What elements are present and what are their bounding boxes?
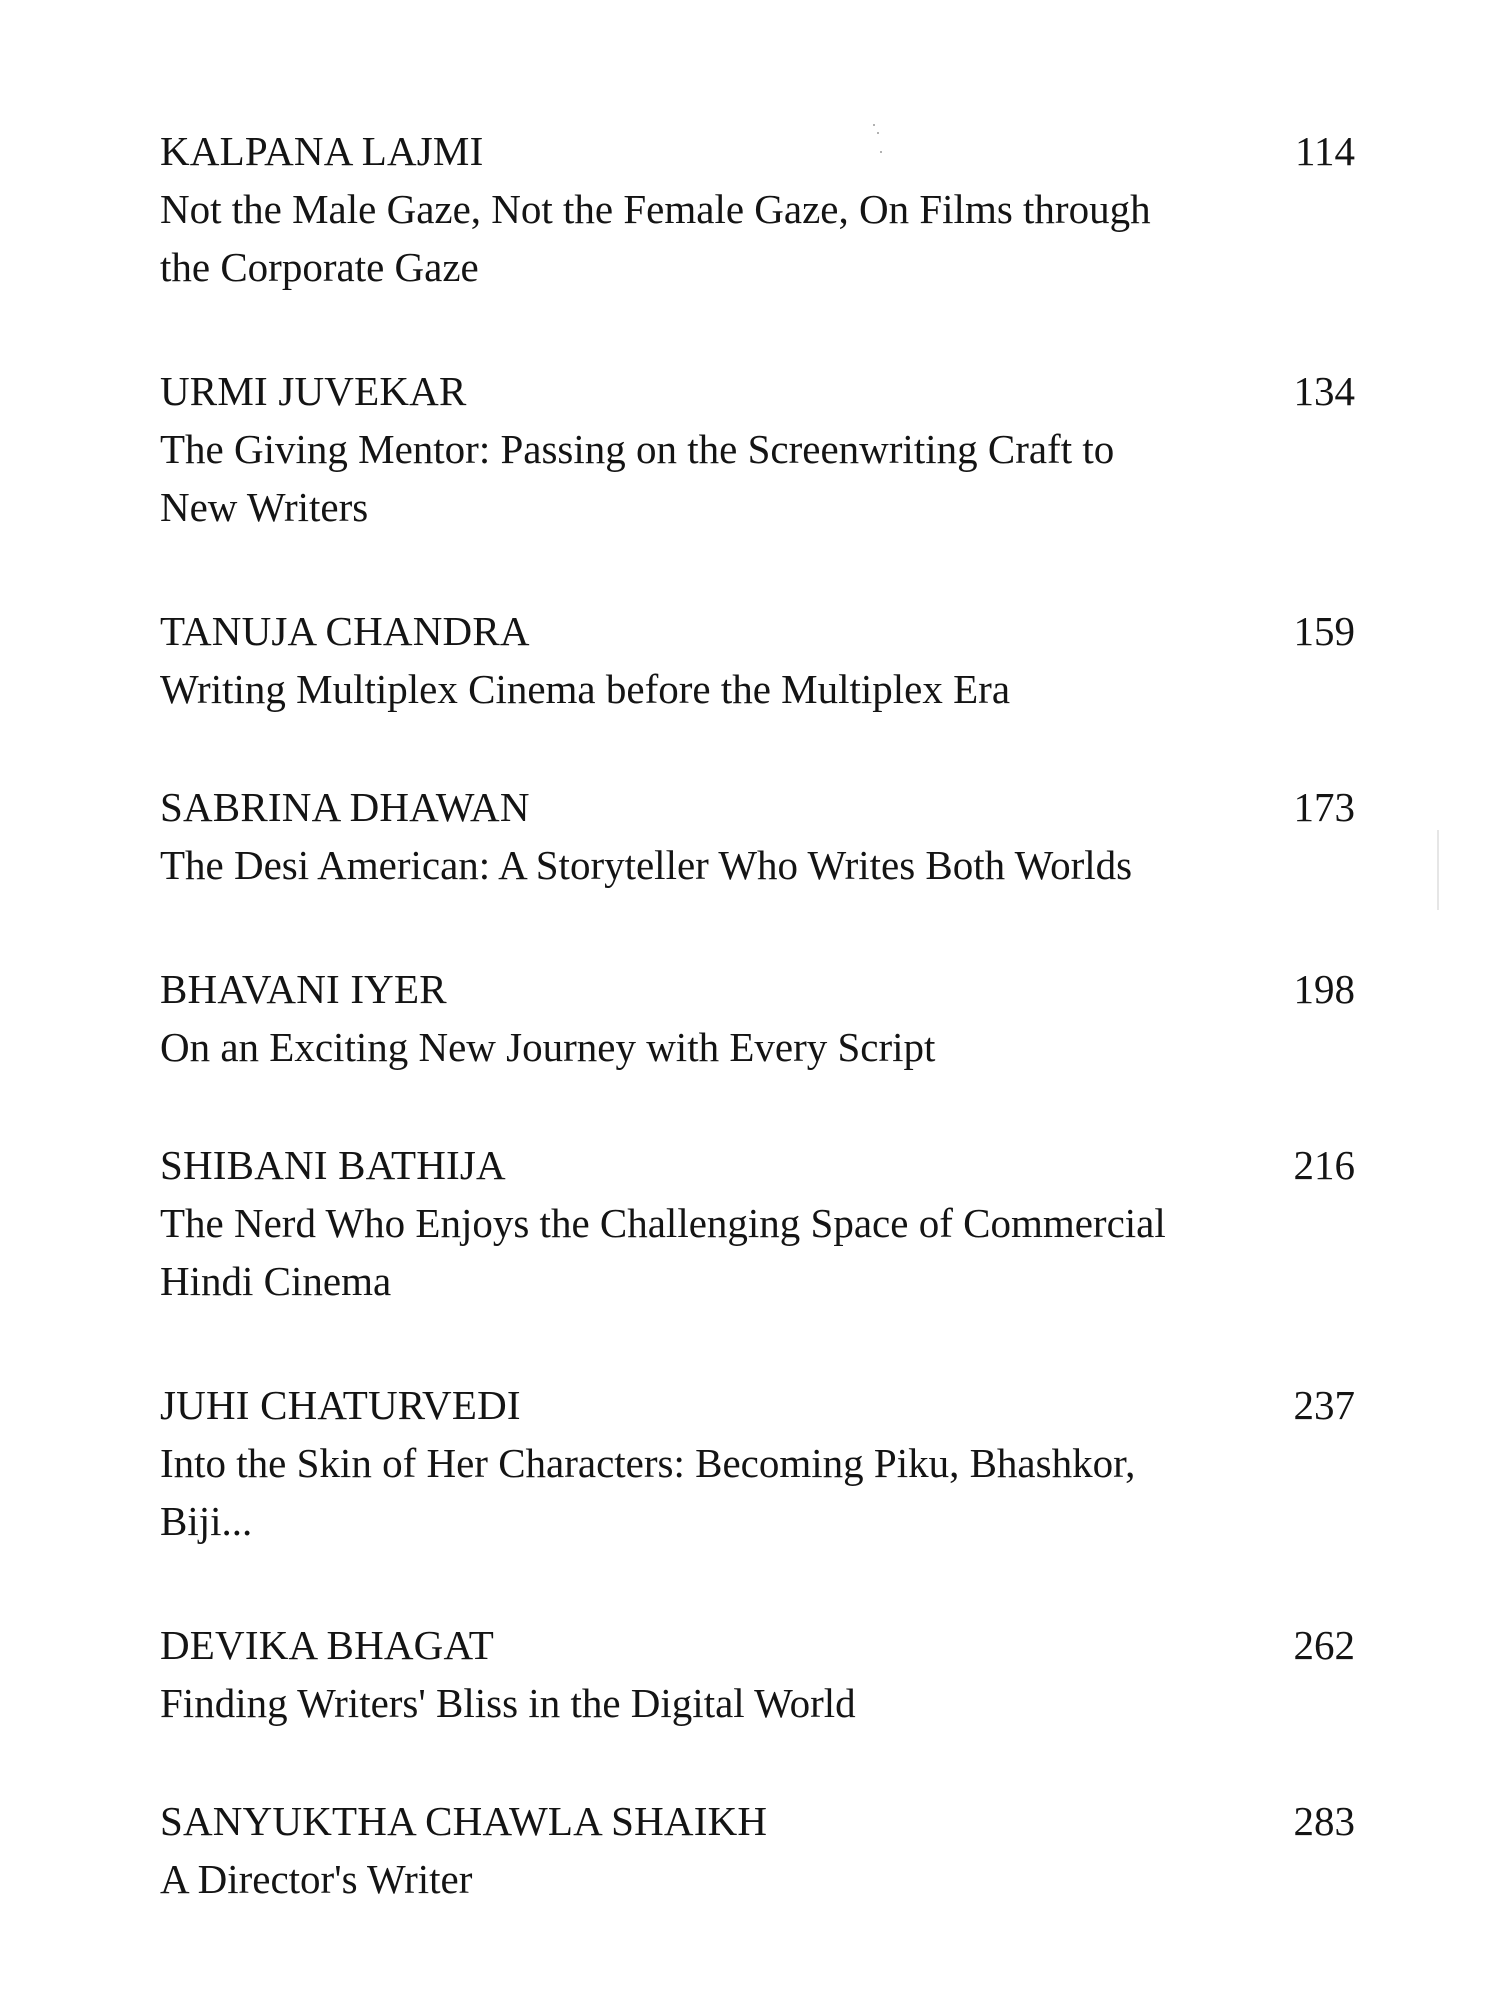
- toc-page-number: 159: [1293, 608, 1355, 654]
- scan-edge-mark: [1437, 830, 1439, 910]
- toc-author: JUHI CHATURVEDI: [160, 1382, 521, 1428]
- toc-author: SHIBANI BATHIJA: [160, 1142, 506, 1188]
- scan-speck: [877, 132, 879, 134]
- toc-title: Writing Multiplex Cinema before the Multiplex Era: [160, 666, 1011, 712]
- toc-entry-sabrina-dhawan: [160, 778, 1355, 894]
- toc-page-number: 262: [1293, 1622, 1355, 1668]
- toc-title: The Giving Mentor: Passing on the Screenwriting Craft to New Writers: [160, 426, 1115, 530]
- toc-page-number: 134: [1293, 368, 1355, 414]
- toc-page-number: 283: [1293, 1798, 1355, 1844]
- toc-entry-tanuja-chandra: [160, 602, 1355, 718]
- toc-entry-devika-bhagat: [160, 1616, 1355, 1732]
- toc-title: The Desi American: A Storyteller Who Writes Both Worlds: [160, 842, 1133, 888]
- toc-author: TANUJA CHANDRA: [160, 608, 530, 654]
- toc-page-number: 216: [1293, 1142, 1355, 1188]
- toc-title: A Director's Writer: [160, 1856, 473, 1902]
- toc-entry-shibani-bathija: [160, 1136, 1355, 1310]
- toc-entry-juhi-chaturvedi: [160, 1376, 1355, 1550]
- toc-title: Not the Male Gaze, Not the Female Gaze, On Films through the Corporate Gaze: [160, 186, 1151, 290]
- toc-author: SABRINA DHAWAN: [160, 784, 530, 830]
- toc-page-number: 114: [1295, 128, 1355, 174]
- toc-page-number: 173: [1293, 784, 1355, 830]
- toc-author: BHAVANI IYER: [160, 966, 447, 1012]
- toc-page-number: 237: [1293, 1382, 1355, 1428]
- toc-title: Into the Skin of Her Characters: Becoming Piku, Bhashkor, Biji...: [160, 1440, 1136, 1544]
- toc-page-number: 198: [1293, 966, 1355, 1012]
- scan-speck: [880, 151, 882, 153]
- toc-entry-bhavani-iyer: [160, 960, 1355, 1076]
- toc-title: The Nerd Who Enjoys the Challenging Space of Commercial Hindi Cinema: [160, 1200, 1166, 1304]
- table-of-contents: [160, 122, 1355, 1908]
- toc-author: KALPANA LAJMI: [160, 128, 484, 174]
- toc-entry-kalpana-lajmi: [160, 122, 1355, 296]
- toc-author: URMI JUVEKAR: [160, 368, 467, 414]
- toc-entry-sanyuktha-chawla-shaikh: [160, 1792, 1355, 1908]
- toc-author: DEVIKA BHAGAT: [160, 1622, 495, 1668]
- toc-title: On an Exciting New Journey with Every Script: [160, 1024, 936, 1070]
- scan-speck: [873, 124, 875, 126]
- toc-entry-urmi-juvekar: [160, 362, 1355, 536]
- toc-title: Finding Writers' Bliss in the Digital World: [160, 1680, 856, 1726]
- toc-author: SANYUKTHA CHAWLA SHAIKH: [160, 1798, 768, 1844]
